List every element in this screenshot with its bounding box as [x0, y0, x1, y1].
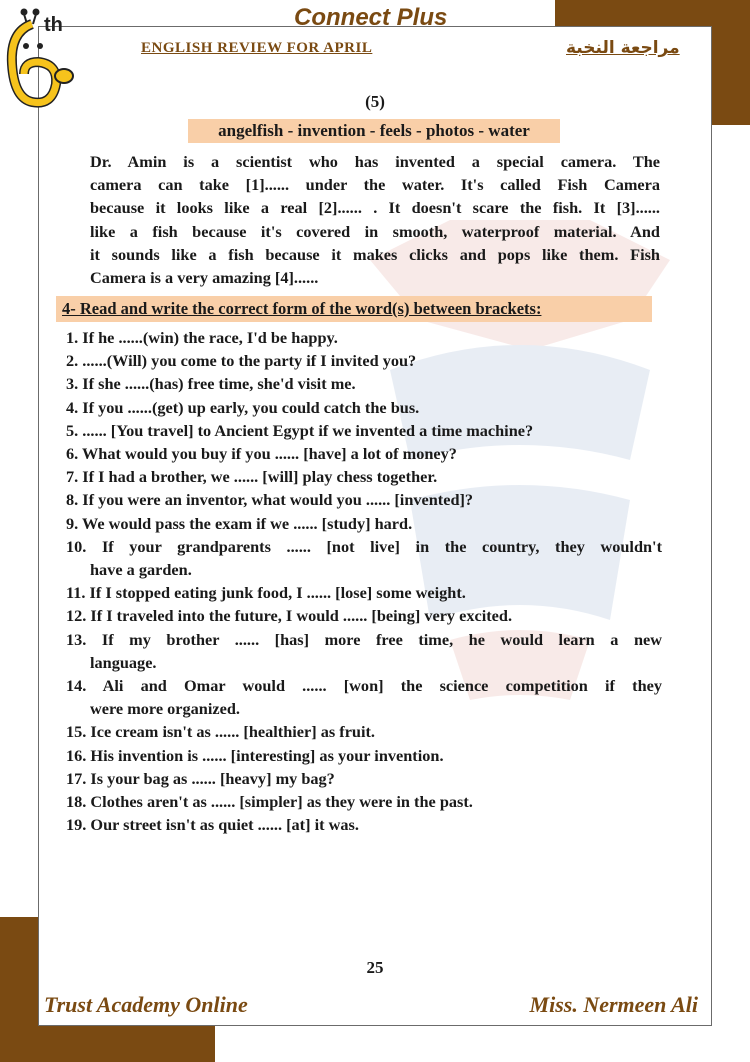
page-number: 25	[366, 958, 384, 977]
question-item: 10. If your grandparents ...... [not live] in the country, they wouldn't	[66, 536, 662, 556]
paragraph-line: like a fish because it's covered in smooth, waterproof material. And	[90, 221, 660, 241]
footer-academy: Trust Academy Online	[44, 992, 248, 1017]
question-item: 13. If my brother ...... [has] more free time, he would learn a new	[66, 629, 662, 649]
paragraph-line: it sounds like a fish because it makes clicks and pops like them. Fish	[90, 244, 660, 264]
question-item: 14. Ali and Omar would ...... [won] the science competition if they	[66, 676, 662, 696]
logo-text: th	[44, 14, 63, 36]
question-continuation: language.	[90, 652, 157, 672]
question-list	[66, 326, 662, 836]
question-item: 3. If she ......(has) free time, she'd visit me.	[66, 374, 356, 394]
question-continuation: were more organized.	[90, 699, 240, 719]
question-item: 18. Clothes aren't as ...... [simpler] as they were in the past.	[66, 792, 473, 812]
question-item: 19. Our street isn't as quiet ...... [at] it was.	[66, 815, 359, 835]
question-item: 17. Is your bag as ...... [heavy] my bag?	[66, 768, 335, 788]
question-item: 8. If you were an inventor, what would you ...... [invented]?	[66, 490, 474, 510]
exercise-number: (5)	[365, 92, 385, 111]
paragraph-line: camera can take [1]...... under the water. It's called Fish Camera	[90, 175, 660, 195]
section-heading-text: 4- Read and write the correct form of the word(s) between brackets:	[62, 299, 542, 318]
question-continuation: have a garden.	[90, 560, 192, 580]
paragraph-line: Camera is a very amazing [4]......	[90, 268, 319, 288]
question-item: 5. ...... [You travel] to Ancient Egypt if we invented a time machine?	[66, 420, 534, 440]
section-heading	[56, 296, 652, 322]
question-item: 16. His invention is ...... [interesting] as your invention.	[66, 745, 444, 765]
reading-paragraph	[90, 150, 660, 289]
question-item: 2. ......(Will) you come to the party if I invited you?	[66, 351, 417, 371]
question-item: 15. Ice cream isn't as ...... [healthier] as fruit.	[66, 722, 375, 742]
arabic-title: مراجعة النخبة	[566, 38, 680, 58]
paragraph-line: Dr. Amin is a scientist who has invented a special camera. The	[90, 152, 660, 171]
brand-title	[294, 4, 447, 32]
word-bank: angelfish - invention - feels - photos - water	[188, 119, 560, 143]
question-item: 11. If I stopped eating junk food, I ...... [lose] some weight.	[66, 583, 466, 603]
brand-title-text: Connect Plus	[294, 4, 448, 31]
question-item: 12. If I traveled into the future, I would ...... [being] very excited.	[66, 606, 513, 626]
question-item: 9. We would pass the exam if we ...... [study] hard.	[66, 513, 413, 533]
question-item: 7. If I had a brother, we ...... [will] play chess together.	[66, 467, 438, 487]
review-subtitle: ENGLISH REVIEW FOR APRIL	[141, 40, 373, 56]
question-item: 6. What would you buy if you ...... [have] a lot of money?	[66, 444, 457, 464]
question-item: 1. If he ......(win) the race, I'd be happy.	[66, 328, 338, 347]
footer-teacher: Miss. Nermeen Ali	[529, 992, 698, 1017]
question-item: 4. If you ......(get) up early, you could catch the bus.	[66, 397, 420, 417]
paragraph-line: because it looks like a real [2]...... . It doesn't scare the fish. It [3]......	[90, 198, 660, 218]
